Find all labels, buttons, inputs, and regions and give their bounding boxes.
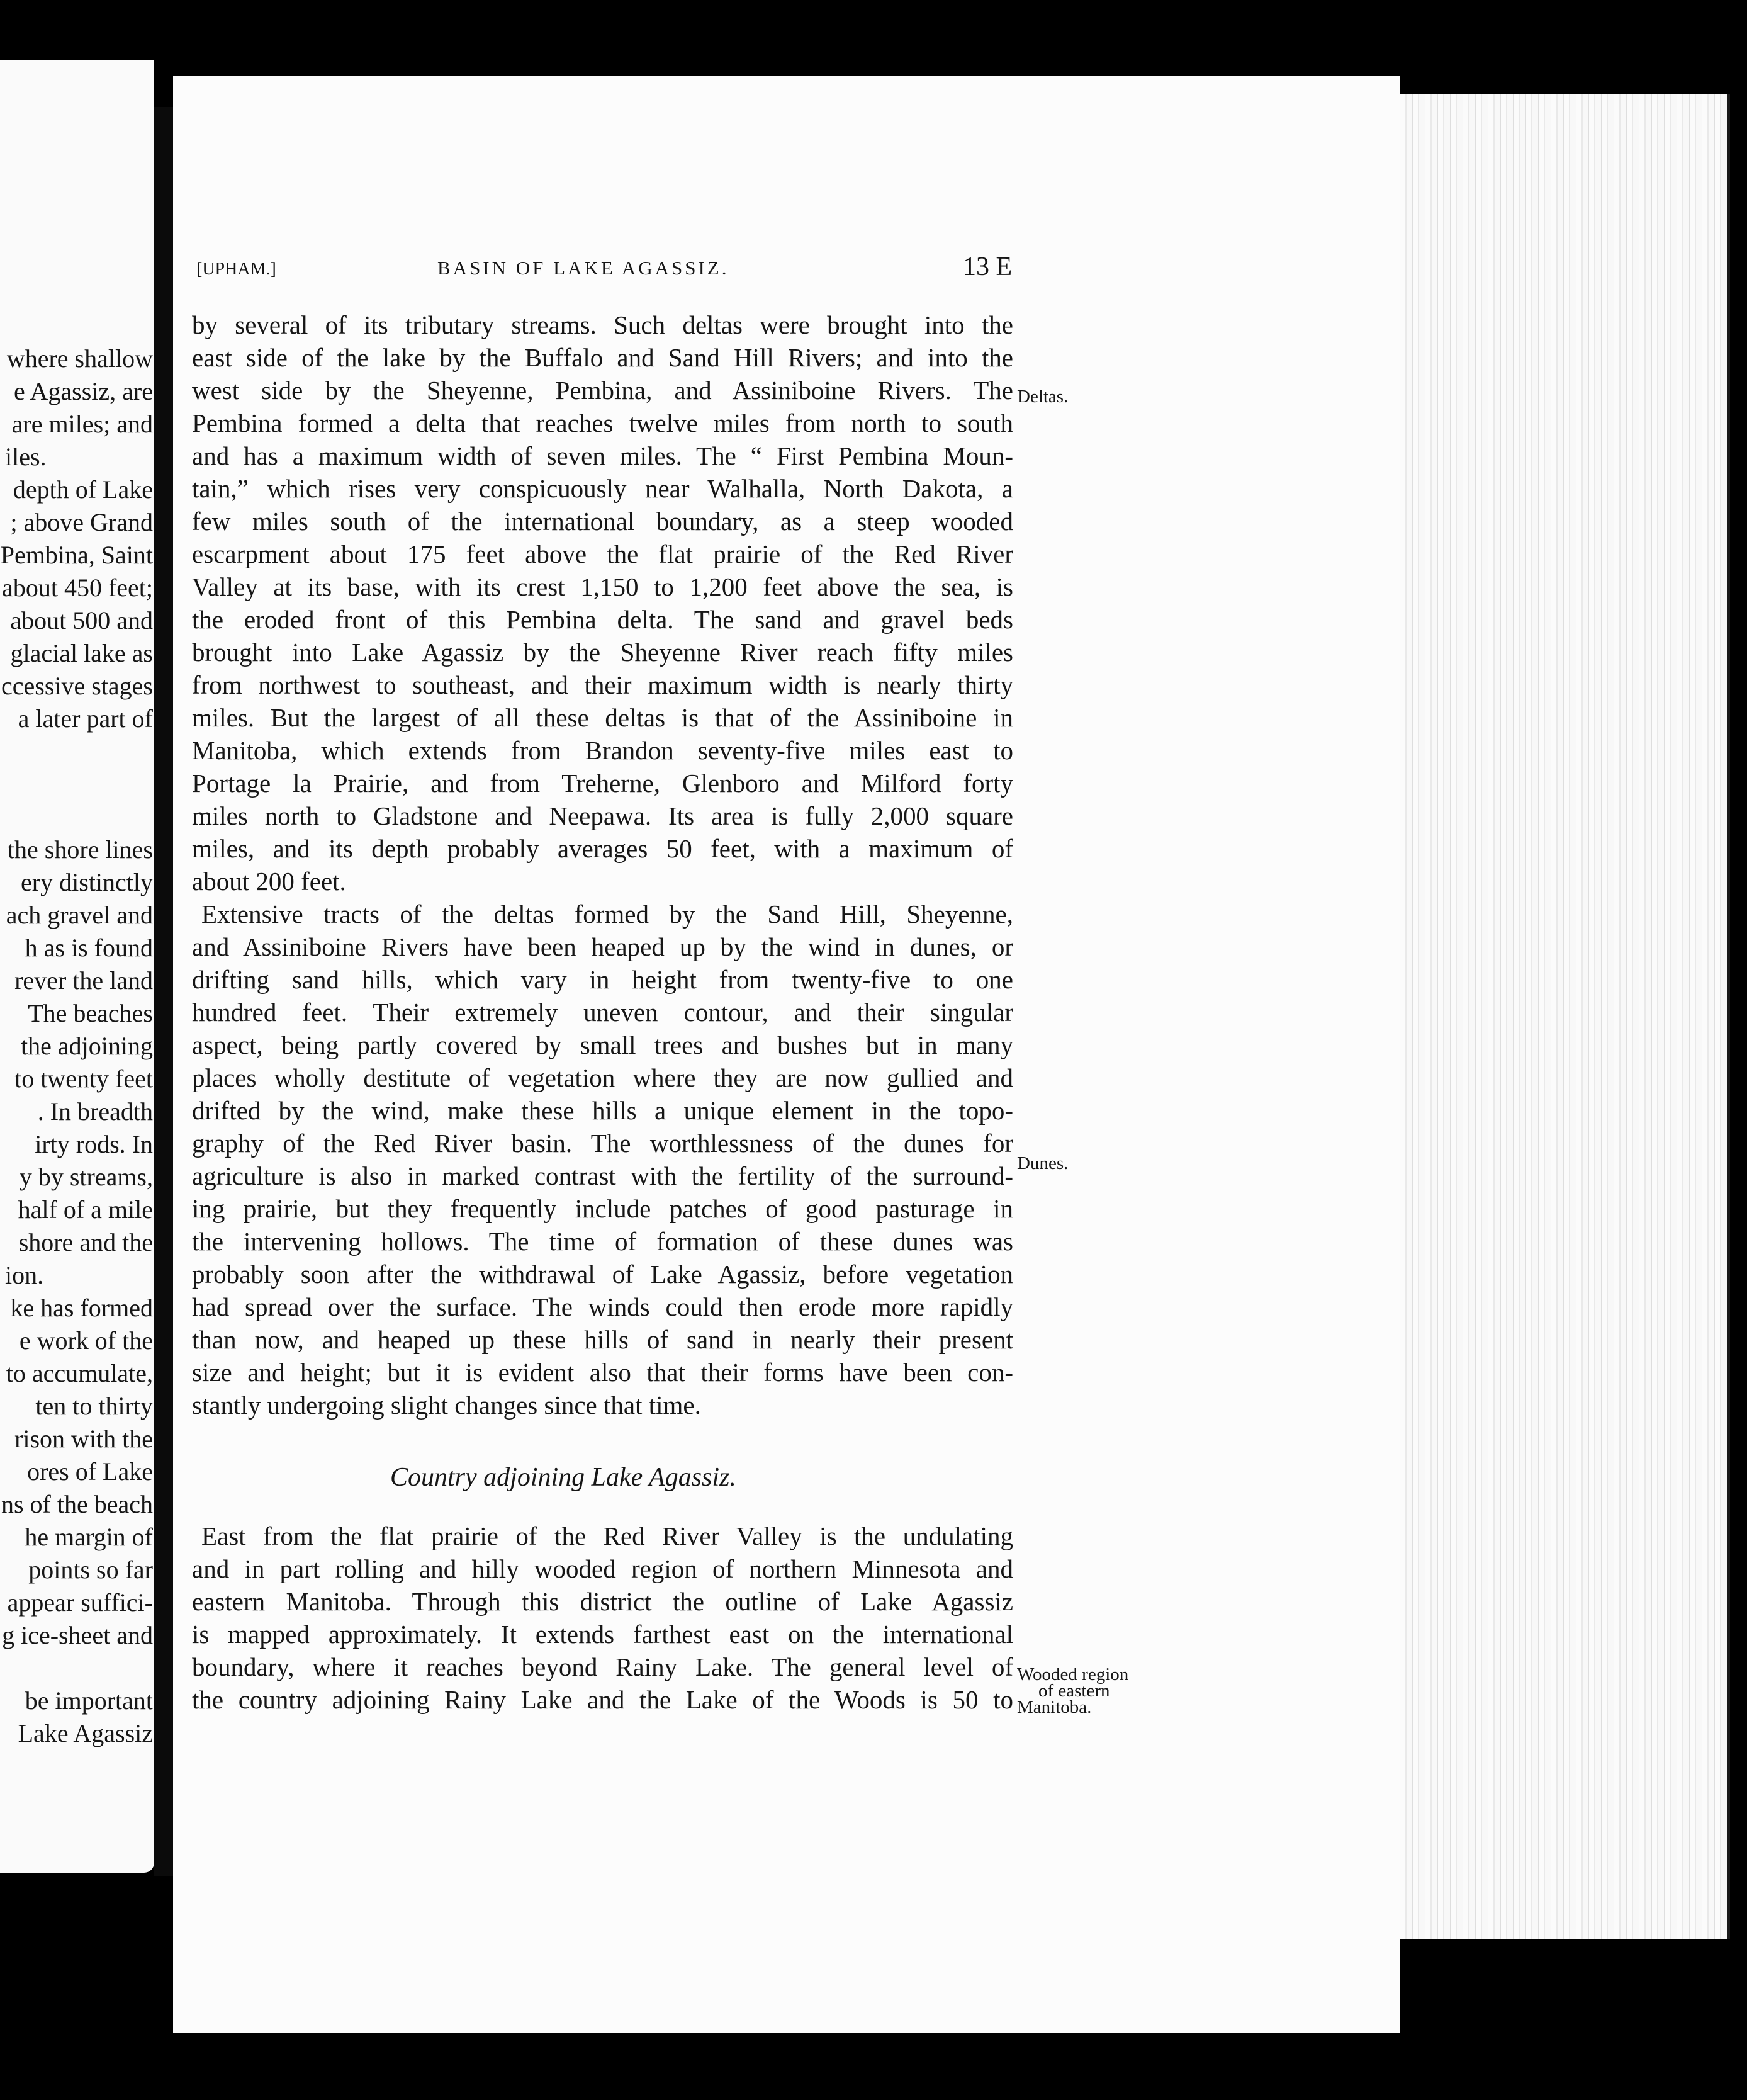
left-page-line: he margin of [25,1523,153,1551]
left-page-line: g ice-sheet and [2,1621,153,1649]
left-page-line: the adjoining [21,1032,153,1060]
running-head: BASIN OF LAKE AGASSIZ. [437,257,729,279]
text-line: miles. But the largest of all these deltas is that of the Assiniboine in [192,703,1013,732]
left-page-line: . In breadth [37,1097,153,1126]
left-page-line: y by streams, [19,1163,153,1191]
text-line: east side of the lake by the Buffalo and Sand Hill Rivers; and into the [192,343,1013,372]
text-line: had spread over the surface. The winds could then erode more rapidly [192,1292,1013,1321]
left-page-line: are miles; and [11,410,153,438]
book-gutter [154,107,173,1876]
sidenote-deltas: Deltas. [1017,387,1069,407]
left-facing-page [0,60,154,1873]
sidenote-dunes: Dunes. [1017,1153,1069,1173]
text-line: size and height; but it is evident also that their forms have been con- [192,1358,1013,1387]
text-line: from northwest to southeast, and their maximum width is nearly thirty [192,670,1013,699]
text-line: is mapped approximately. It extends farthest east on the international [192,1620,1013,1649]
left-page-line: the shore lines [7,835,153,864]
left-page-line: to twenty feet [14,1064,153,1093]
text-line: escarpment about 175 feet above the flat prairie of the Red River [192,539,1013,568]
text-line: west side by the Sheyenne, Pembina, and Assiniboine Rivers. The [192,376,1013,405]
left-page-line: ach gravel and [6,901,153,929]
text-line: and Assiniboine Rivers have been heaped up by the wind in dunes, or [192,932,1013,961]
text-line: by several of its tributary streams. Such deltas were brought into the [192,310,1013,339]
left-page-line: h as is found [25,934,153,962]
text-line: about 200 feet. [192,867,346,896]
text-line: hundred feet. Their extremely uneven contour, and their singular [192,998,1013,1027]
sidenote-wooded-region: of eastern [1038,1681,1110,1701]
text-line: tain,” which rises very conspicuously near Walhalla, North Dakota, a [192,474,1013,503]
left-page-line: rison with the [14,1425,153,1453]
left-page-line: The beaches [28,999,153,1027]
text-line: boundary, where it reaches beyond Rainy Lake. The general level of [192,1652,1013,1681]
left-page-line: rever the land [14,966,153,995]
text-line: Extensive tracts of the deltas formed by the Sand Hill, Sheyenne, [201,900,1013,929]
left-page-line: to accumulate, [6,1359,153,1387]
left-page-line: ten to thirty [35,1392,153,1420]
text-line: and in part rolling and hilly wooded region of northern Minnesota and [192,1554,1013,1583]
text-line: graphy of the Red River basin. The worthlessness of the dunes for [192,1129,1013,1158]
text-line: Valley at its base, with its crest 1,150 to 1,200 feet above the sea, is [192,572,1013,601]
text-line: ing prairie, but they frequently include patches of good pasturage in [192,1194,1013,1223]
text-line: Portage la Prairie, and from Treherne, Glenboro and Milford forty [192,769,1013,798]
text-line: Pembina formed a delta that reaches twelve miles from north to south [192,409,1013,438]
left-page-line: shore and the [18,1228,153,1256]
left-page-line: about 450 feet; [2,573,153,602]
text-line: than now, and heaped up these hills of sand in nearly their present [192,1325,1013,1354]
left-page-line: appear suffici- [7,1588,153,1617]
left-page-line: e work of the [19,1326,153,1355]
text-line: the country adjoining Rainy Lake and the Lake of the Woods is 50 to [192,1685,1013,1714]
left-page-line: be important [25,1686,153,1715]
text-line: aspect, being partly covered by small trees and bushes but in many [192,1030,1013,1059]
left-page-line: e Agassiz, are [13,377,153,405]
text-line: drifted by the wind, make these hills a unique element in the topo- [192,1096,1013,1125]
left-page-line: iles. [5,443,47,471]
text-line: places wholly destitute of vegetation where they are now gullied and [192,1063,1013,1092]
left-page-line: about 500 and [10,606,153,635]
header-author-mark: [UPHAM.] [196,259,276,279]
text-line: Manitoba, which extends from Brandon seventy-five miles east to [192,736,1013,765]
text-line: the eroded front of this Pembina delta. The sand and gravel beds [192,605,1013,634]
left-page-line: ; above Grand [10,508,153,536]
left-page-line: ns of the beach [1,1490,153,1518]
page-number: 13 E [963,252,1013,281]
left-page-line: Pembina, Saint [0,541,153,569]
left-page-line: glacial lake as [10,639,153,667]
text-line: the intervening hollows. The time of formation of these dunes was [192,1227,1013,1256]
left-page-line: ccessive stages [1,672,153,700]
left-page-line: ery distinctly [21,868,153,896]
text-line: miles, and its depth probably averages 50 feet, with a maximum of [192,834,1013,863]
page-edges [1400,94,1730,1939]
text-line: few miles south of the international boundary, as a steep wooded [192,507,1013,536]
text-line: East from the flat prairie of the Red River Valley is the undulating [201,1521,1013,1550]
text-line: and has a maximum width of seven miles. The “ First Pembina Moun- [192,441,1013,470]
text-line: probably soon after the withdrawal of Lake Agassiz, before vegetation [192,1260,1013,1289]
text-line: agriculture is also in marked contrast with the fertility of the surround- [192,1161,1013,1190]
left-page-line: ke has formed [10,1294,153,1322]
text-line: drifting sand hills, which vary in height from twenty-five to one [192,965,1013,994]
text-line: eastern Manitoba. Through this district the outline of Lake Agassiz [192,1587,1013,1616]
sidenote-wooded-region: Manitoba. [1017,1697,1092,1717]
left-page-line: half of a mile [18,1195,153,1224]
left-page-line: points so far [28,1555,153,1584]
left-page-line: where shallow [6,344,153,373]
left-page-line: Lake Agassiz [18,1719,153,1747]
left-page-line: irty rods. In [35,1130,153,1158]
left-page-line: a later part of [18,704,153,733]
left-page-line: ion. [5,1261,44,1289]
sidenote-wooded-region: Wooded region [1017,1664,1129,1685]
text-line: miles north to Gladstone and Neepawa. Its area is fully 2,000 square [192,801,1013,830]
text-line: stantly undergoing slight changes since that time. [192,1391,701,1420]
left-page-line: ores of Lake [27,1457,153,1486]
text-line: brought into Lake Agassiz by the Sheyenne River reach fifty miles [192,638,1013,667]
left-page-line: depth of Lake [13,475,153,504]
section-heading: Country adjoining Lake Agassiz. [390,1463,736,1492]
